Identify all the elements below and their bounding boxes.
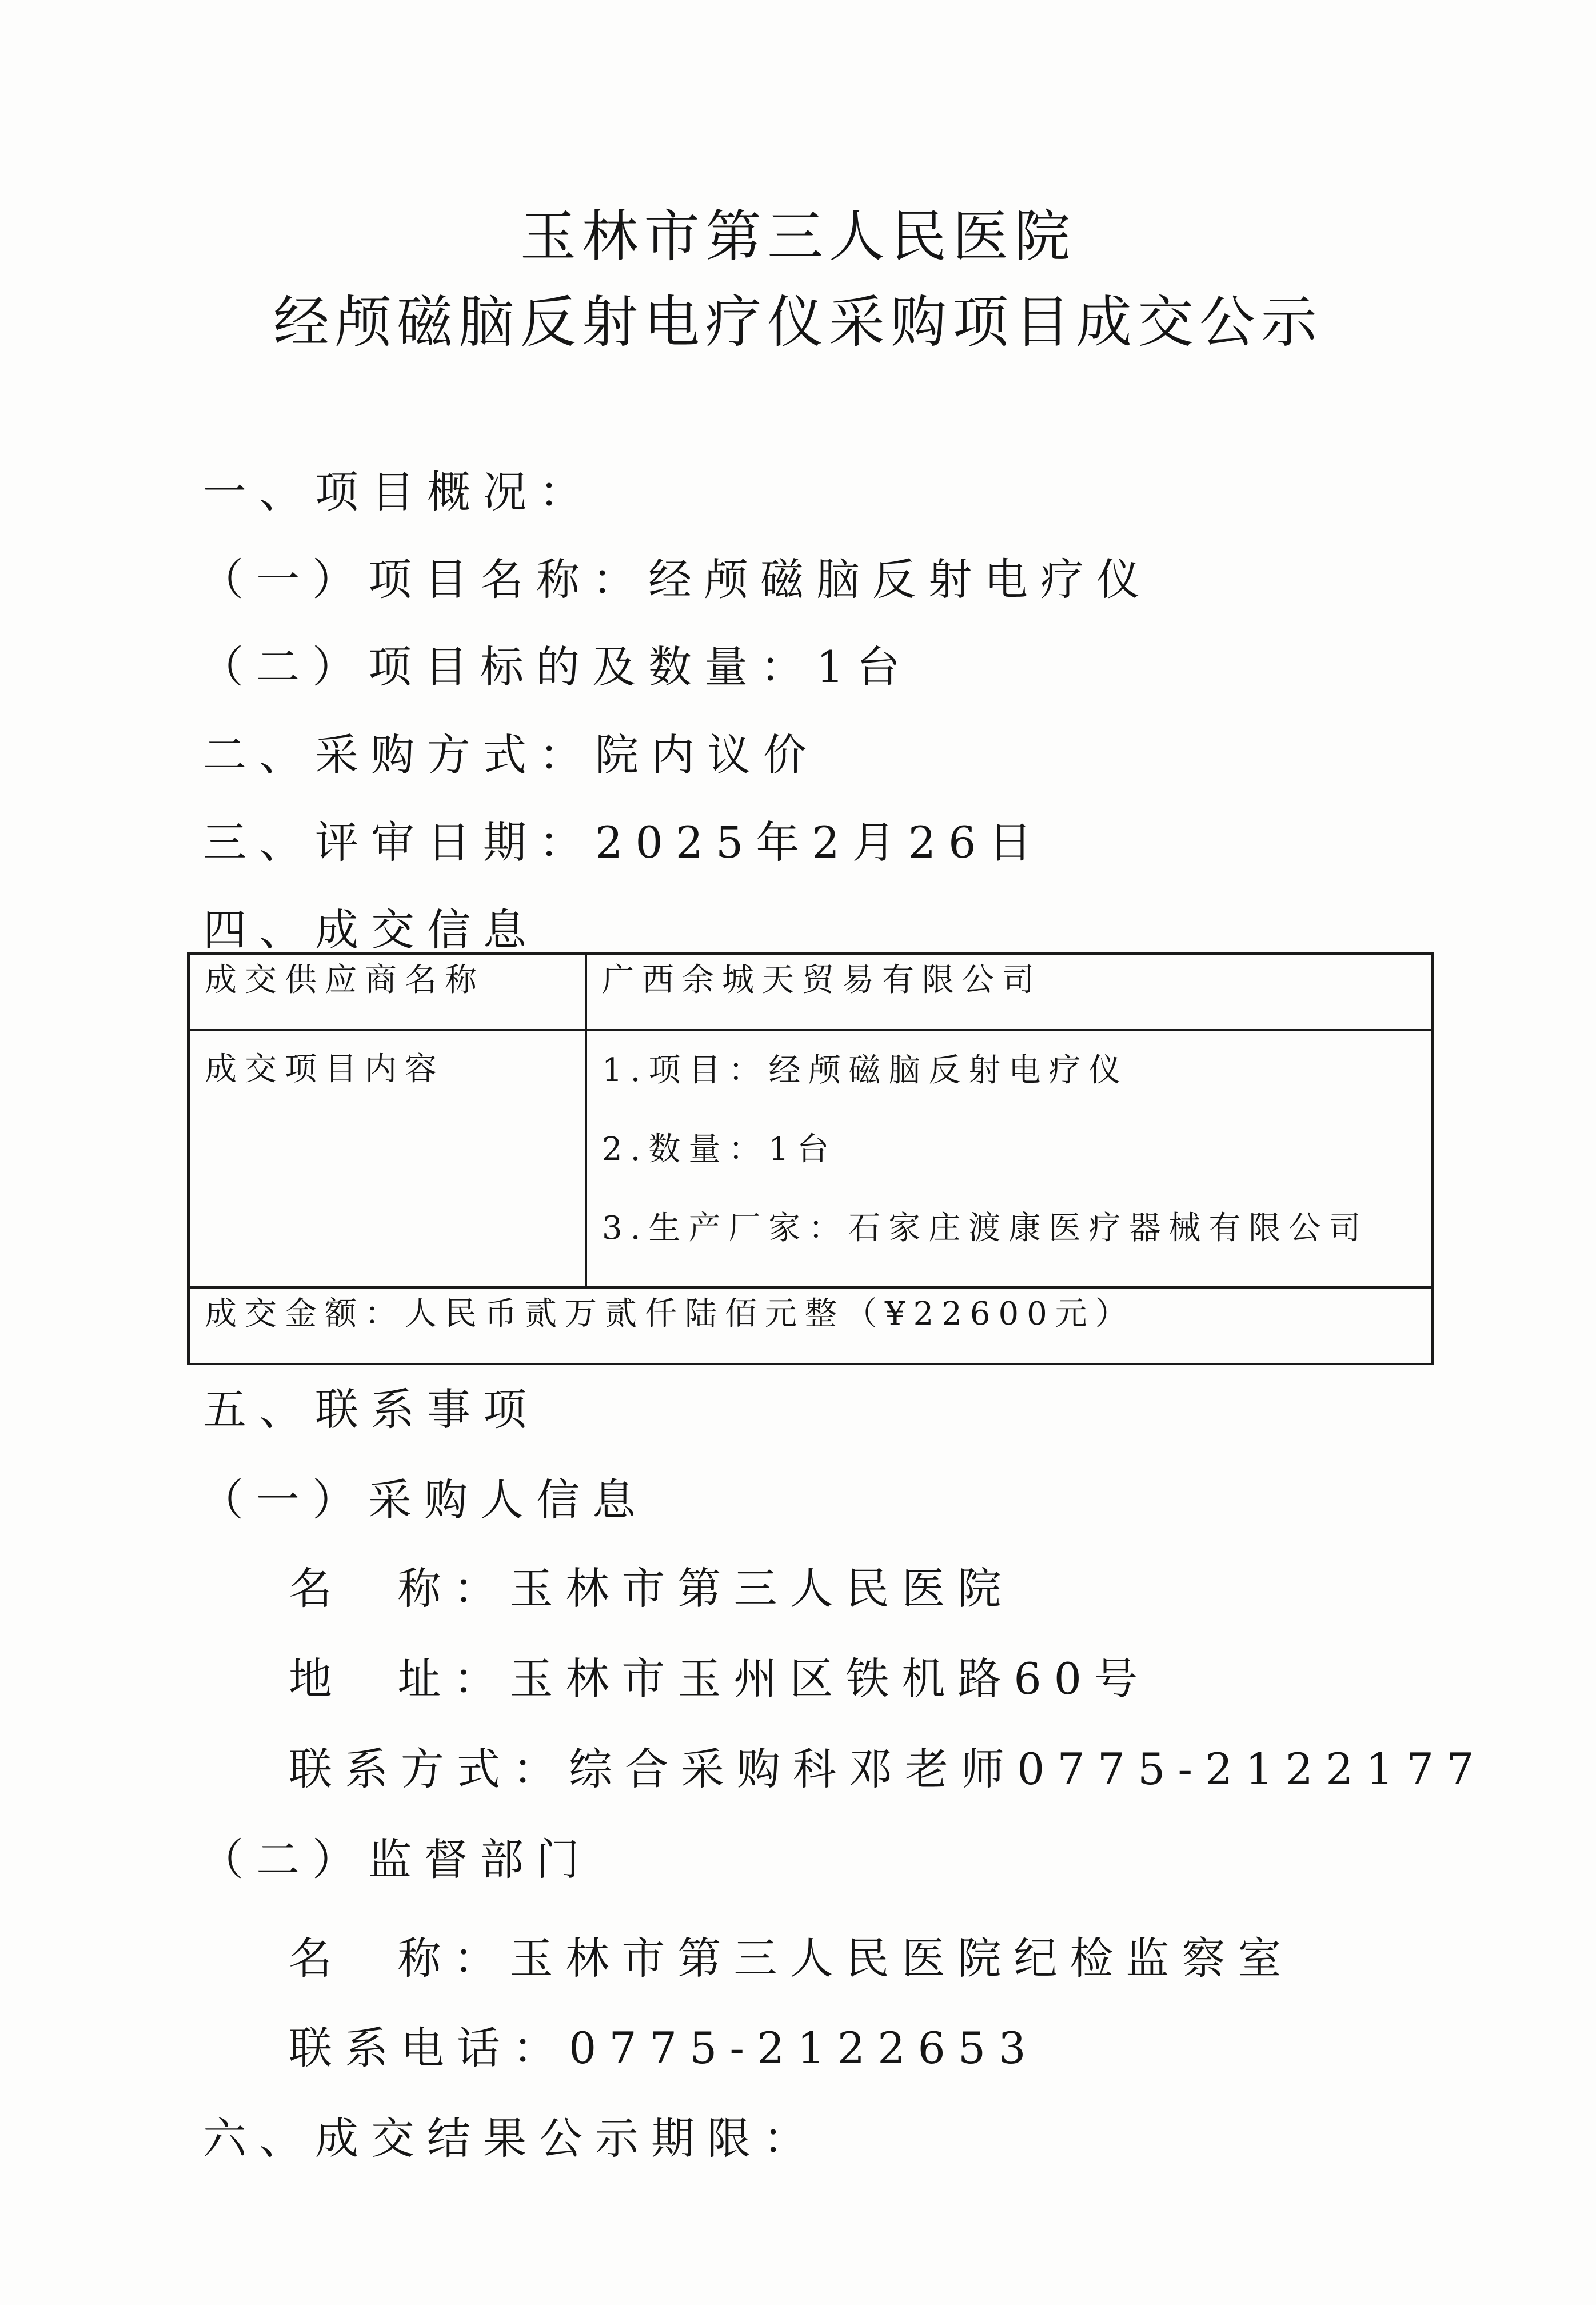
content-item: 2.数量：1台 [602, 1131, 837, 1168]
content-cell [586, 1030, 1433, 1287]
document-title-line1: 玉林市第三人民医院 [520, 204, 1076, 269]
procurement-method: 二、采购方式：院内议价 [203, 729, 819, 780]
supplier-label: 成交供应商名称 [189, 954, 586, 1030]
purchaser-name: 名 称：玉林市第三人民医院 [289, 1563, 1014, 1614]
table-row [189, 1030, 1433, 1287]
table-row [189, 1287, 1433, 1364]
content-item: 1.项目：经颅磁脑反射电疗仪 [602, 1052, 1129, 1089]
supervisor-name: 名 称：玉林市第三人民医院纪检监察室 [289, 1933, 1294, 1984]
content-item: 3.生产厂家：石家庄渡康医疗器械有限公司 [602, 1210, 1369, 1247]
deal-amount: 成交金额：人民币贰万贰仟陆佰元整（¥22600元） [189, 1287, 1433, 1364]
supplier-value: 广西余城天贸易有限公司 [586, 954, 1433, 1030]
purchaser-heading: （一）采购人信息 [200, 1474, 648, 1525]
supervisor-phone: 联系电话：0775-2122653 [289, 2023, 1039, 2073]
supervisor-heading: （二）监督部门 [200, 1834, 592, 1885]
content-label: 成交项目内容 [189, 1030, 586, 1287]
project-name: （一）项目名称：经颅磁脑反射电疗仪 [200, 554, 1152, 605]
deal-info-table [187, 952, 1434, 1365]
purchaser-contact: 联系方式：综合采购科邓老师0775-2122177 [289, 1744, 1487, 1794]
project-quantity: （二）项目标的及数量：1台 [200, 641, 913, 692]
document-title-line2: 经颅磁脑反射电疗仪采购项目成交公示 [273, 290, 1323, 355]
section1-heading: 一、项目概况： [203, 466, 595, 517]
section6-heading: 六、成交结果公示期限： [203, 2113, 819, 2164]
review-date: 三、评审日期：2025年2月26日 [203, 817, 1045, 868]
purchaser-address: 地 址：玉林市玉州区铁机路60号 [289, 1653, 1151, 1704]
section5-heading: 五、联系事项 [203, 1384, 539, 1435]
table-row [189, 954, 1433, 1030]
section4-heading: 四、成交信息 [203, 904, 539, 955]
